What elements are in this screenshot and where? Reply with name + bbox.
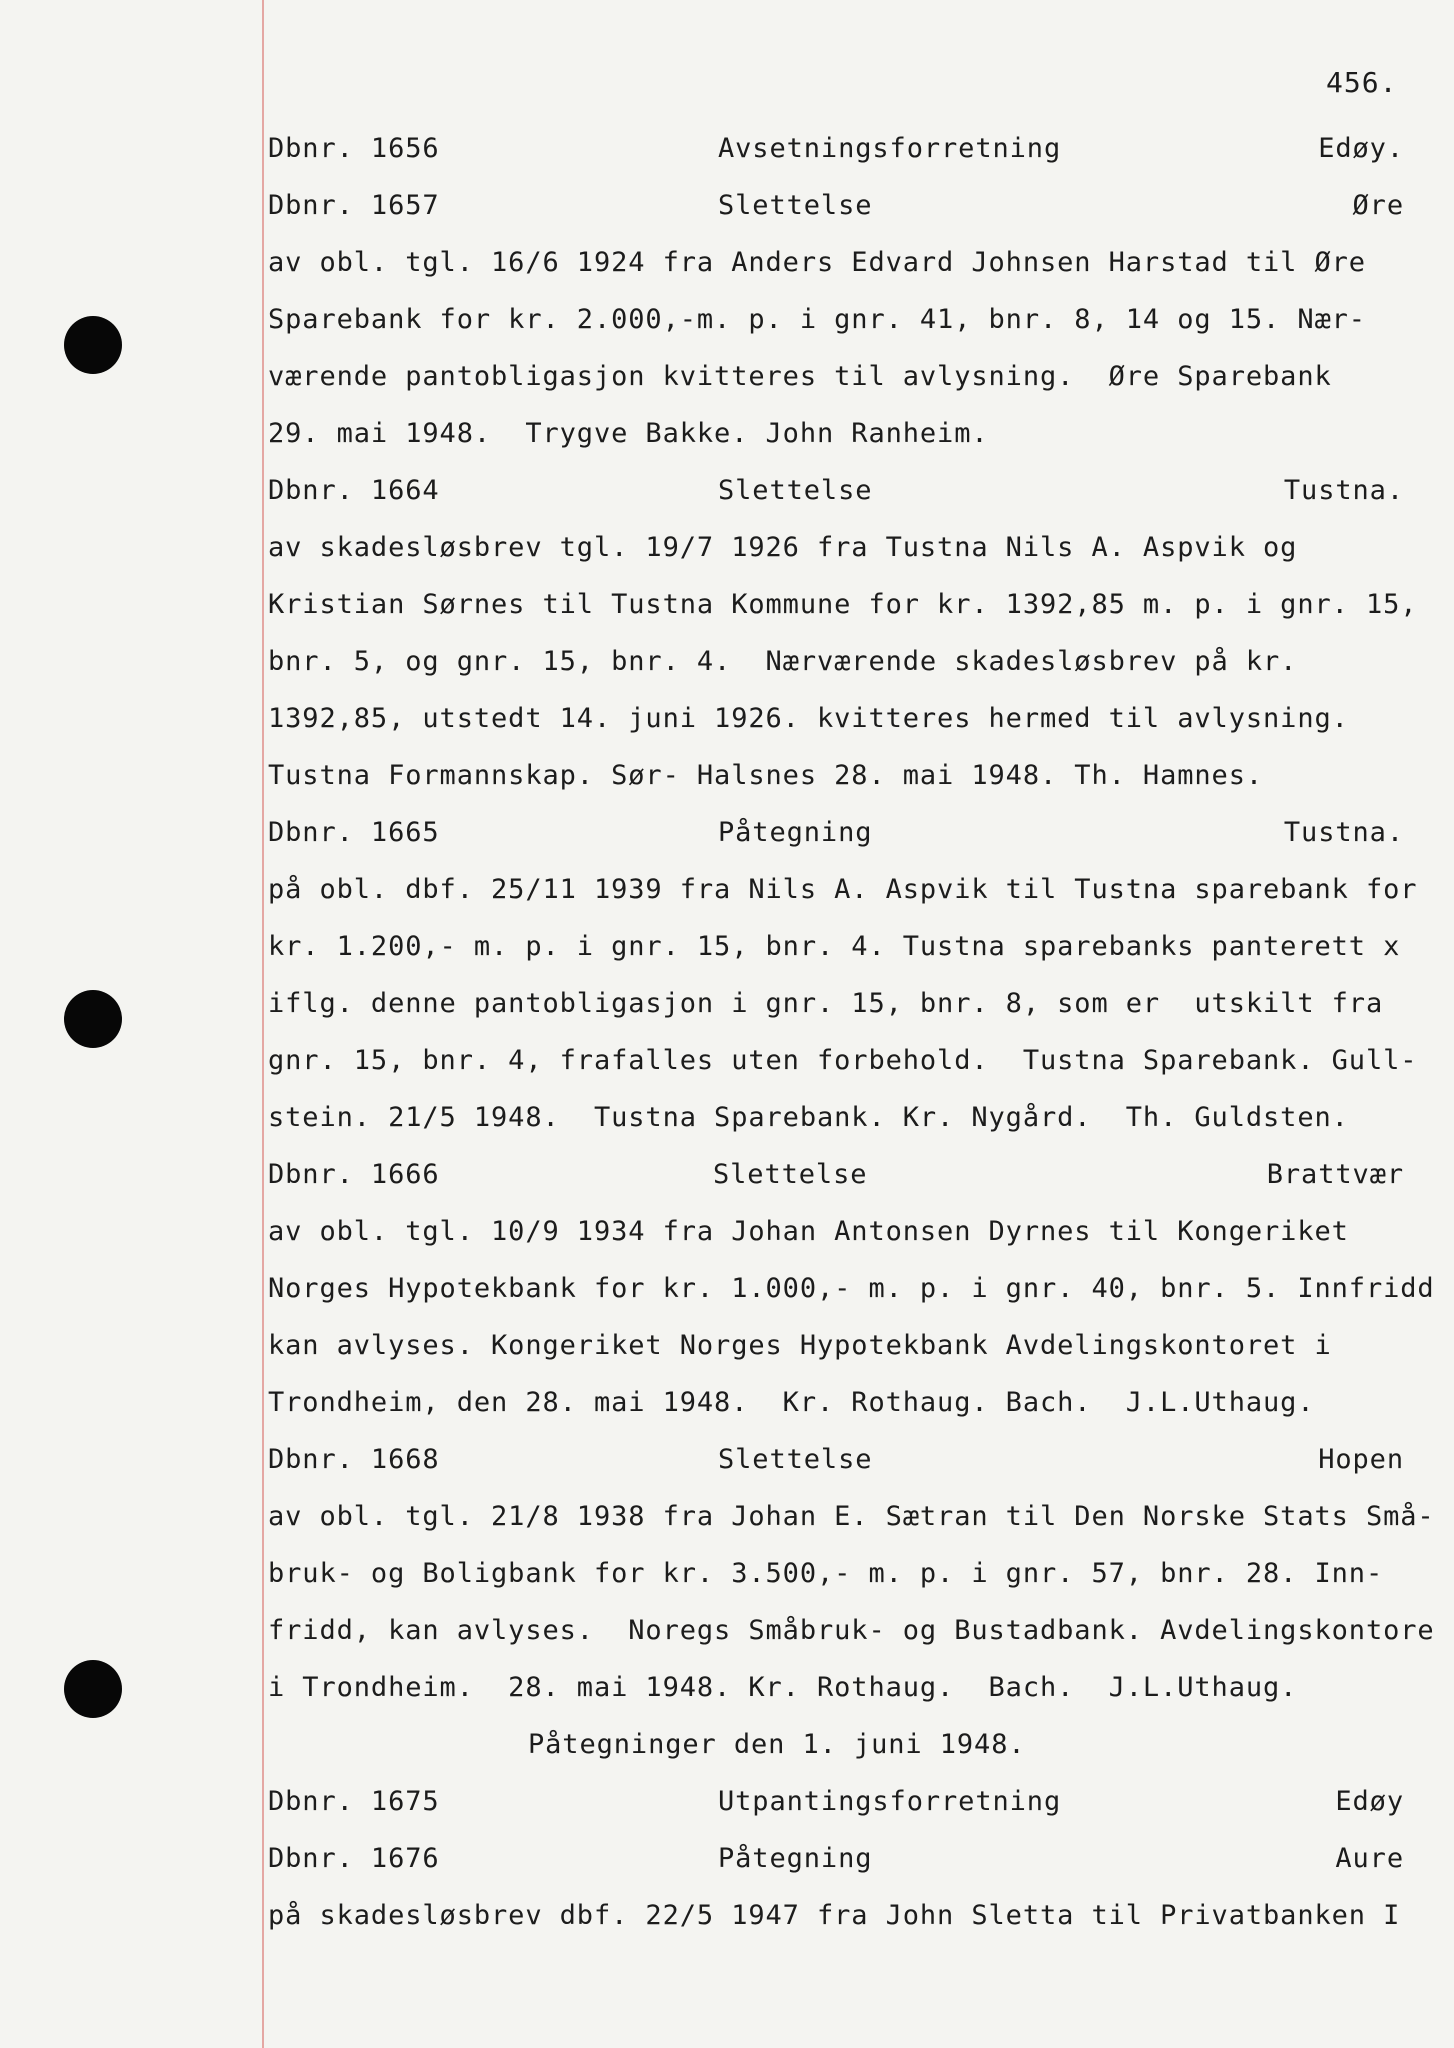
text-line: gnr. 15, bnr. 4, frafalles uten forbehold. Tustna Sparebank. Gull- [268, 1045, 1418, 1076]
text-line: bnr. 5, og gnr. 15, bnr. 4. Nærværende skadesløsbrev på kr. [268, 646, 1298, 677]
entry-place: Edøy. [1318, 133, 1404, 164]
entry-type: Påtegning [718, 1843, 873, 1874]
entry-place: Hopen [1318, 1444, 1404, 1475]
punch-hole [64, 1660, 122, 1718]
entry-number: Dbnr. 1666 [268, 1159, 440, 1190]
entry-header [268, 462, 1448, 519]
text-line: stein. 21/5 1948. Tustna Sparebank. Kr. Nygård. Th. Guldsten. [268, 1102, 1349, 1133]
margin-line [262, 0, 264, 2048]
text-line: fridd, kan avlyses. Noregs Småbruk- og Bustadbank. Avdelingskontore [268, 1615, 1435, 1646]
punch-hole [64, 990, 122, 1048]
text-line: på obl. dbf. 25/11 1939 fra Nils A. Aspvik til Tustna sparebank for [268, 874, 1418, 905]
text-line: Sparebank for kr. 2.000,-m. p. i gnr. 41, bnr. 8, 14 og 15. Nær- [268, 304, 1366, 335]
text-line: av skadesløsbrev tgl. 19/7 1926 fra Tustna Nils A. Aspvik og [268, 532, 1298, 563]
entry-place: Aure [1335, 1843, 1404, 1874]
entry-place: Edøy [1335, 1786, 1404, 1817]
text-line: av obl. tgl. 10/9 1934 fra Johan Antonsen Dyrnes til Kongeriket [268, 1216, 1349, 1247]
text-line: 1392,85, utstedt 14. juni 1926. kvitteres hermed til avlysning. [268, 703, 1349, 734]
entry-header [268, 1146, 1448, 1203]
entry-type: Avsetningsforretning [718, 133, 1062, 164]
section-heading: Påtegninger den 1. juni 1948. [528, 1729, 1026, 1760]
text-line: av obl. tgl. 16/6 1924 fra Anders Edvard Johnsen Harstad til Øre [268, 247, 1366, 278]
page-number: 456. [1326, 66, 1398, 99]
entry-type: Slettelse [718, 475, 873, 506]
entry-number: Dbnr. 1657 [268, 190, 440, 221]
punch-hole [64, 316, 122, 374]
entry-number: Dbnr. 1668 [268, 1444, 440, 1475]
entry-place: Tustna. [1283, 817, 1404, 848]
entry-number: Dbnr. 1656 [268, 133, 440, 164]
entry-number: Dbnr. 1675 [268, 1786, 440, 1817]
entry-number: Dbnr. 1665 [268, 817, 440, 848]
text-line: værende pantobligasjon kvitteres til avlysning. Øre Sparebank [268, 361, 1332, 392]
entry-type: Påtegning [718, 817, 873, 848]
text-line: på skadesløsbrev dbf. 22/5 1947 fra John Sletta til Privatbanken I [268, 1900, 1401, 1931]
document-text [268, 120, 1448, 1944]
text-line: Norges Hypotekbank for kr. 1.000,- m. p. i gnr. 40, bnr. 5. Innfridd [268, 1273, 1435, 1304]
entry-type: Utpantingsforretning [718, 1786, 1062, 1817]
text-line: 29. mai 1948. Trygve Bakke. John Ranheim. [268, 418, 989, 449]
text-line: Tustna Formannskap. Sør- Halsnes 28. mai 1948. Th. Hamnes. [268, 760, 1264, 791]
text-line: Trondheim, den 28. mai 1948. Kr. Rothaug. Bach. J.L.Uthaug. [268, 1387, 1315, 1418]
entry-type: Slettelse [718, 1444, 873, 1475]
entry-header [268, 177, 1448, 234]
text-line: kan avlyses. Kongeriket Norges Hypotekbank Avdelingskontoret i [268, 1330, 1332, 1361]
entry-header [268, 1431, 1448, 1488]
entry-number: Dbnr. 1676 [268, 1843, 440, 1874]
text-line: Kristian Sørnes til Tustna Kommune for kr. 1392,85 m. p. i gnr. 15, [268, 589, 1418, 620]
entry-header [268, 1773, 1448, 1830]
entry-type: Slettelse [718, 190, 873, 221]
entry-header [268, 1830, 1448, 1887]
text-line: kr. 1.200,- m. p. i gnr. 15, bnr. 4. Tustna sparebanks panterett x [268, 931, 1401, 962]
text-line: i Trondheim. 28. mai 1948. Kr. Rothaug. Bach. J.L.Uthaug. [268, 1672, 1298, 1703]
entry-place: Øre [1352, 190, 1404, 221]
text-line: bruk- og Boligbank for kr. 3.500,- m. p. i gnr. 57, bnr. 28. Inn- [268, 1558, 1384, 1589]
entry-header [268, 804, 1448, 861]
entry-place: Brattvær [1266, 1159, 1404, 1190]
text-line: av obl. tgl. 21/8 1938 fra Johan E. Sætran til Den Norske Stats Små- [268, 1501, 1435, 1532]
entry-number: Dbnr. 1664 [268, 475, 440, 506]
entry-type: Slettelse [712, 1159, 868, 1190]
entry-place: Tustna. [1283, 475, 1404, 506]
text-line: iflg. denne pantobligasjon i gnr. 15, bnr. 8, som er utskilt fra [268, 988, 1384, 1019]
entry-header [268, 120, 1448, 177]
